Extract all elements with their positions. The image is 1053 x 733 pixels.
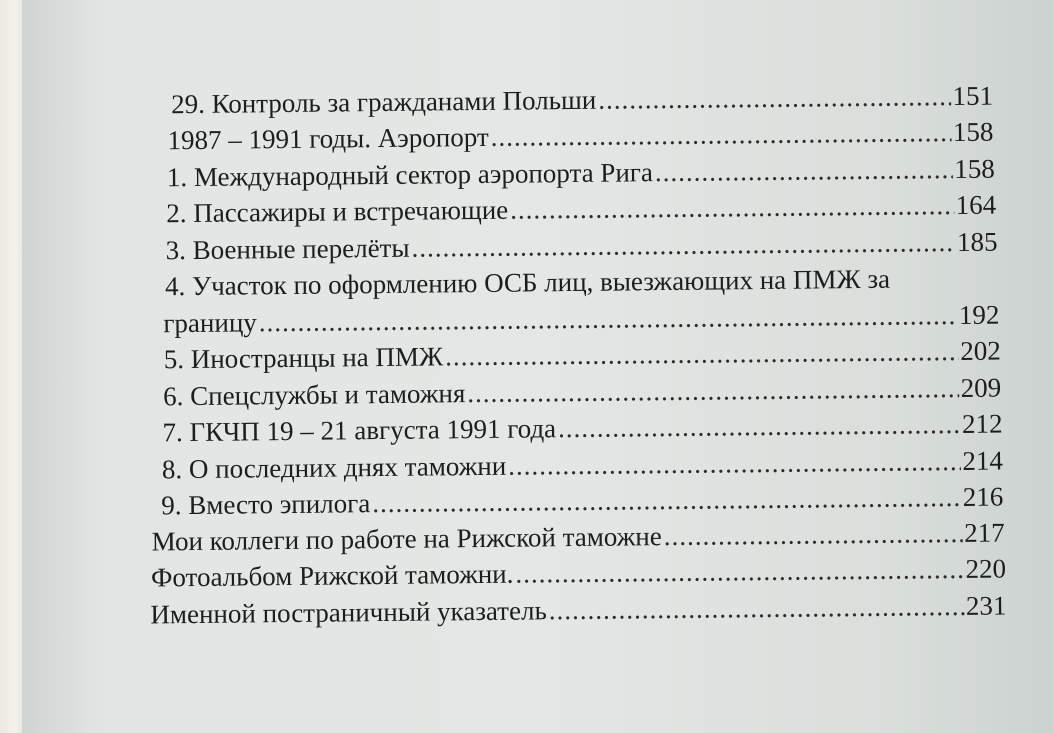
toc-entry-title: Фотоальбом Рижской таможни. [150,558,514,593]
toc-entry [165,226,998,266]
leader-dots [655,156,953,186]
toc-entry-title: 5. Иностранцы на ПМЖ [163,341,444,375]
leader-dots [372,484,961,517]
leader-dots [558,411,960,442]
toc-entry [166,189,997,229]
toc-entry-title: 1987 – 1991 годы. Аэропорт [167,121,489,156]
toc-entry-page: 185 [956,226,998,257]
leader-dots [549,593,964,624]
toc-entry-page: 164 [955,189,997,221]
toc-entry [163,372,1002,412]
toc-entry-page: 209 [960,372,1002,403]
leader-dots [411,229,955,262]
toc-entry-title: 2. Пассажиры и встречающие [166,194,509,229]
toc-entry-page: 192 [958,299,1000,330]
toc-entry-title: границу [163,307,257,339]
toc-entry-title: 9. Вместо эпилога [161,488,371,521]
toc-entry-title: 8. О последних днях таможни [161,450,507,485]
leader-dots [508,448,960,480]
toc-entry [151,517,1005,557]
leader-dots [598,83,951,114]
toc-entry-title-line1: 4. Участок по оформлению ОСБ лиц, выезжающих на ПМЖ за [164,263,891,302]
toc-entry-page: 158 [954,153,995,185]
toc-entry [163,335,1001,375]
leader-dots [664,520,963,550]
toc-entry [151,555,1006,591]
toc-entry-page: 212 [961,408,1003,439]
leader-dots [510,192,954,224]
toc-entry [161,445,1004,485]
toc-entry [166,153,995,193]
toc-entry-title: 29. Контроль за гражданами Польши [170,84,597,120]
toc-entry-page: 220 [965,553,1007,584]
toc-entry-page: 216 [962,481,1004,512]
leader-dots [515,556,963,588]
toc-entry-title: 7. ГКЧП 19 – 21 августа 1991 года [162,413,557,448]
toc-entry-page: 217 [963,517,1005,548]
leader-dots [467,375,959,407]
toc-entry-page: 202 [960,335,1001,366]
leader-dots [445,338,958,370]
toc-entry-title: 6. Спецслужбы и таможня [163,378,466,412]
toc-entry-page: 151 [952,80,994,112]
toc-entry [170,80,994,120]
leader-dots [259,302,957,336]
toc-entry-title: Именной постраничный указатель [150,595,547,630]
toc-entry [163,299,1000,339]
toc-entry-page: 231 [965,590,1007,621]
toc-entry-page: 158 [952,116,994,148]
toc-entry [150,592,1006,628]
toc-entry [161,481,1004,521]
toc-entry-title: 1. Международный сектор аэропорта Рига [166,157,654,193]
toc-entry-page: 214 [962,445,1004,476]
toc-entry-title: 3. Военные перелёты [165,232,410,266]
leader-dots [491,119,952,151]
toc-entry [162,408,1003,448]
toc-entry [167,116,994,156]
toc-entry-title: Мои коллеги по работе на Рижской таможне [151,521,662,557]
